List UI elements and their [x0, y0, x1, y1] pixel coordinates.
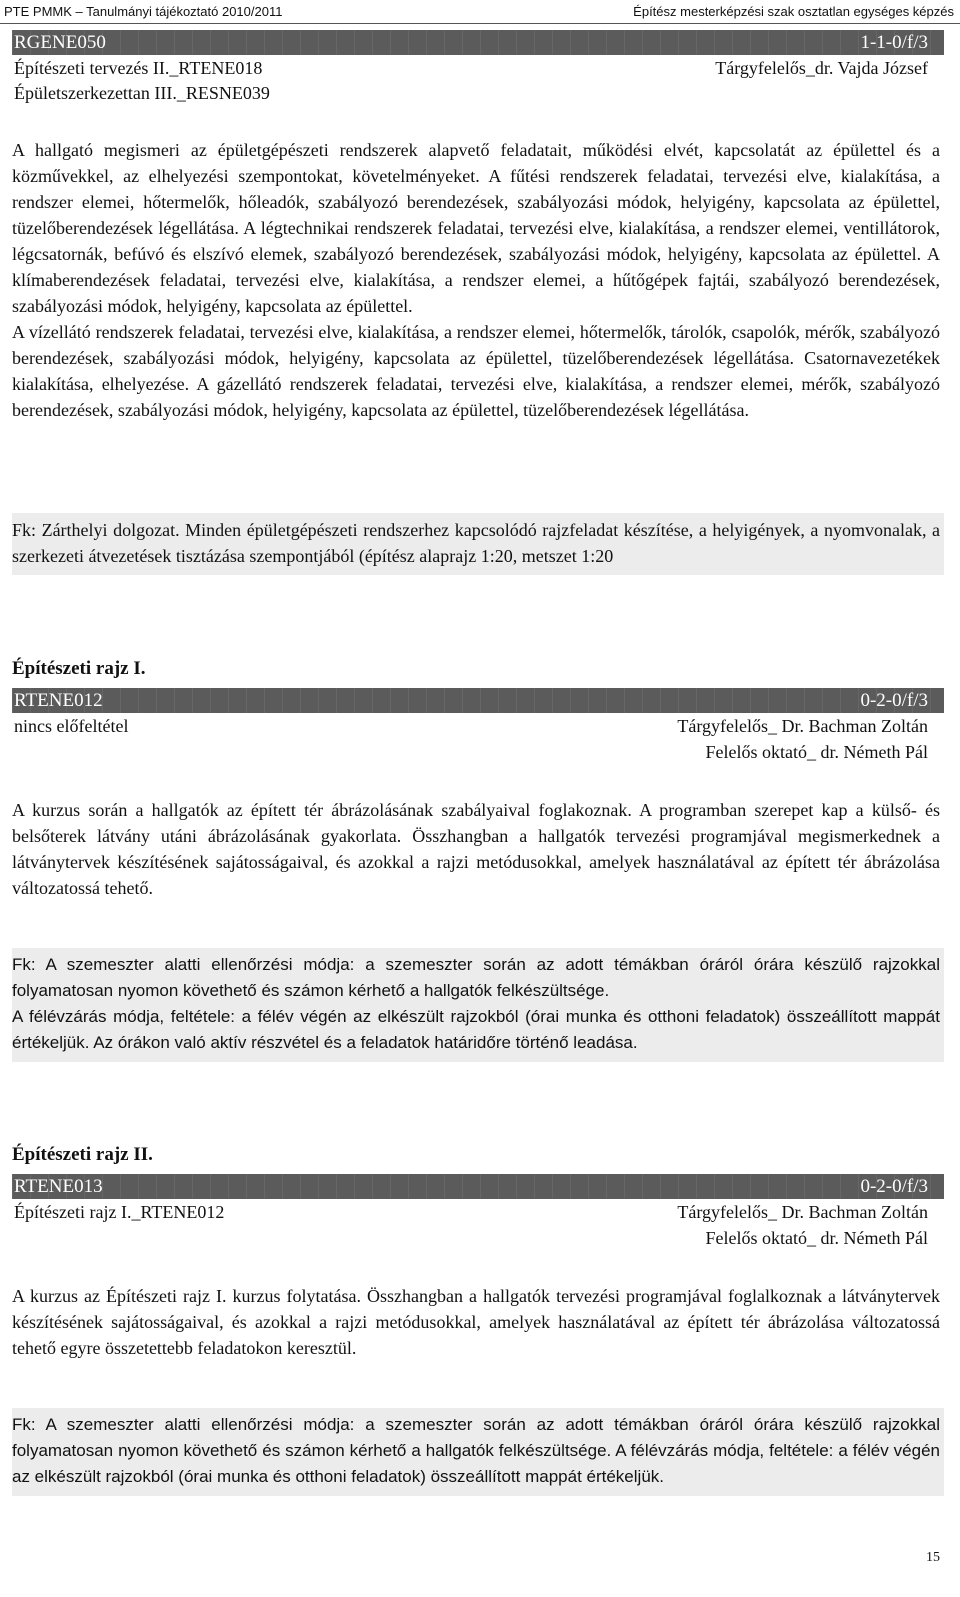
course-code-bar [12, 688, 944, 713]
course-rgene050 [12, 30, 944, 113]
course-credits: 1-1-0/f/3 [860, 32, 928, 53]
course-code-bar [12, 1174, 944, 1199]
course-responsible: Tárgyfelelős_ Dr. Bachman Zoltán [677, 716, 928, 736]
description-paragraph: A hallgató megismeri az épületgépészeti rendszerek alapvető feladatait, működési elvét, kapcsolatát az épülettel és a közművekkel, az elhelyezési szempontokat, követelményeket. A fűtési rendszerek feladatai, tervezési elve, kialakítása, a rendszer elemei, hőtermelők, hőleadók, szabályozó berendezések, szabályozási módok, helyigény, kapcsolata az épülettel, tüzelőberendezések légellátása. A légtechnikai rendszerek feladatai, tervezési elve, kialakítása, a rendszer elemei, ventillátorok, légcsatornák, befúvó és elszívó elemek, szabályozó berendezések, szabályozási módok, helyigény, kapcsolata az épülettel. A klímaberendezések feladatai, tervezési elve, kialakítása, a rendszer elemei, a hűtőgépek fajtái, szabályozó berendezések, szabályozási módok, helyigény, kapcsolata az épülettel. [12, 140, 940, 316]
assessment-box [12, 513, 944, 575]
running-header [0, 0, 960, 24]
course-credits: 0-2-0/f/3 [860, 1176, 928, 1197]
course-meta [12, 713, 944, 771]
course-code: RTENE013 [14, 1176, 103, 1197]
assessment-box [12, 1408, 944, 1496]
assessment-box [12, 948, 944, 1062]
course-credits: 0-2-0/f/3 [860, 690, 928, 711]
course-description [12, 137, 940, 423]
assessment-text: Fk: Zárthelyi dolgozat. Minden épületgépészeti rendszerhez kapcsolódó rajzfeladat készítése, a helyigények, a nyomvonalak, a szerkezeti átvezetések tisztázása szempontjából (építész alaprajz 1:20, metszet 1:20 [12, 520, 940, 566]
description-paragraph: A vízellátó rendszerek feladatai, tervezési elve, kialakítása, a rendszer elemei, hőtermelők, tárolók, csapolók, mérők, szabályozó berendezések, szabályozási módok, helyigény, kapcsolata az épülettel, tüzelőberendezések légellátása. Csatornavezetékek kialakítása, elhelyezése. A gázellátó rendszerek feladatai, tervezési elve, kialakítása, a rendszer elemei, mérők, szabályozó berendezések, szabályozási módok, helyigény, kapcsolata az épülettel, tüzelőberendezések légellátása. [12, 322, 940, 420]
course-responsible: Tárgyfelelős_dr. Vajda József [715, 58, 928, 78]
assessment-text: Fk: A szemeszter alatti ellenőrzési módja: a szemeszter során az adott témákban óráról órára készülő rajzokkal folyamatosan nyomon követhető és számon kérhető a hallgatók felkészültsége. [12, 955, 940, 1000]
description-paragraph: A kurzus során a hallgatók az épített tér ábrázolásának szabályaival foglakoznak. A programban szerepet kap a külső- és belsőterek látvány utáni ábrázolásának gyakorlata. Összhangban a hallgatók tervezési programjával megismerkednek a látványtervek készítésének sajátosságaival, és azokkal a rajzi metódusokkal, amelyek használatával az épített tér ábrázolása változatossá tehető. [12, 800, 940, 898]
header-left: PTE PMMK – Tanulmányi tájékoztató 2010/2011 [4, 4, 283, 19]
header-right: Építész mesterképzési szak osztatlan egységes képzés [633, 4, 954, 19]
course-description [12, 1283, 940, 1361]
course-title: Építészeti rajz II. [12, 1144, 153, 1165]
course-responsible: Tárgyfelelős_ Dr. Bachman Zoltán [677, 1202, 928, 1222]
prerequisite: nincs előfeltétel [14, 716, 129, 736]
header-rule [0, 23, 960, 24]
course-code-bar [12, 30, 944, 55]
course-meta [12, 55, 944, 113]
course-code: RTENE012 [14, 690, 103, 711]
assessment-text: A félévzárás módja, feltétele: a félév végén az elkészült rajzokból (órai munka és otthoni feladatok) összeállított mappát értékeljük. Az órákon való aktív részvétel és a feladatok határidőre történő leadása. [12, 1007, 940, 1052]
course-lecturer: Felelős oktató_ dr. Németh Pál [705, 742, 928, 762]
prerequisite: Építészeti tervezés II._RTENE018 [14, 58, 263, 78]
assessment-text: Fk: A szemeszter alatti ellenőrzési módja: a szemeszter során az adott témákban óráról órára készülő rajzokkal folyamatosan nyomon követhető és számon kérhető a hallgatók felkészültsége. A félévzárás módja, feltétele: a félév végén az elkészült rajzokból (órai munka és otthoni feladatok) összeállított mappát értékeljük. [12, 1415, 940, 1486]
course-description [12, 797, 940, 901]
course-rtene013 [12, 1174, 944, 1257]
prerequisite: Építészeti rajz I._RTENE012 [14, 1202, 225, 1222]
course-title: Építészeti rajz I. [12, 658, 146, 679]
description-paragraph: A kurzus az Építészeti rajz I. kurzus folytatása. Összhangban a hallgatók tervezési programjával foglalkoznak a látványtervek készítésének sajátosságaival, és azokkal a rajzi metódusokkal, amelyek használatával az épített tér ábrázolása változatossá tehető egyre összetettebb feladatokon keresztül. [12, 1286, 940, 1358]
course-rtene012 [12, 688, 944, 771]
course-code: RGENE050 [14, 32, 106, 53]
course-lecturer: Felelős oktató_ dr. Németh Pál [705, 1228, 928, 1248]
course-meta [12, 1199, 944, 1257]
prerequisite: Épületszerkezettan III._RESNE039 [14, 83, 270, 103]
page-number: 15 [926, 1550, 940, 1565]
